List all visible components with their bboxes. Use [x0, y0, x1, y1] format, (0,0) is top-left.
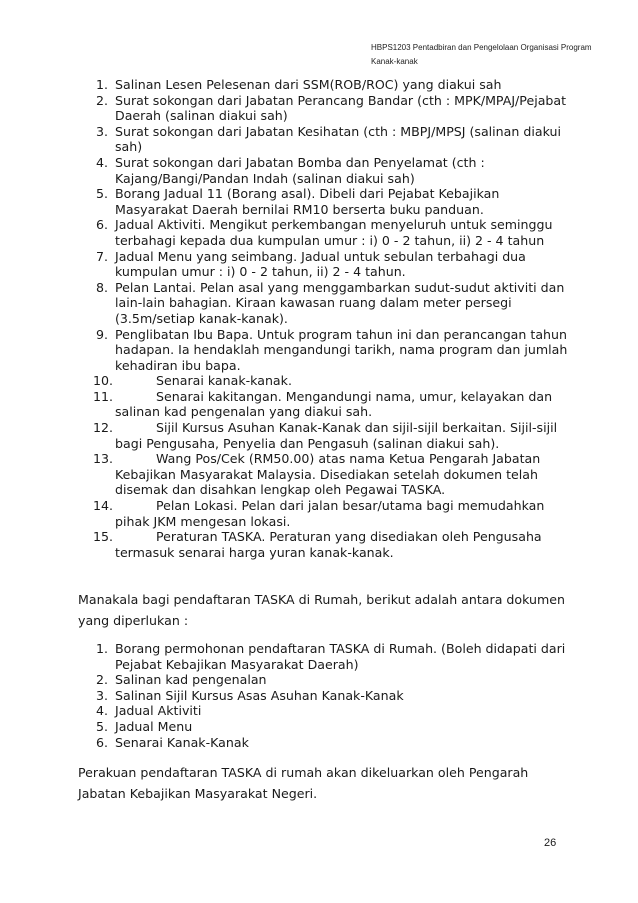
required-documents-list	[78, 77, 568, 560]
list-item	[78, 373, 568, 389]
list-item-text: Salinan Sijil Kursus Asas Asuhan Kanak-Kanak	[115, 687, 404, 703]
home-taska-intro-paragraph: Manakala bagi pendaftaran TASKA di Rumah, berikut adalah antara dokumen yang diperlukan :	[78, 592, 566, 628]
list-item-text: Borang permohonan pendaftaran TASKA di Rumah. (Boleh didapati dari Pejabat Kebajikan Masyarakat Daerah)	[115, 641, 566, 672]
list-item-number: 11.	[93, 388, 114, 404]
header-line-2: Kanak-kanak	[371, 57, 418, 66]
list-item-number: 3.	[96, 687, 109, 703]
list-item-number: 7.	[96, 248, 109, 264]
list-item-number: 4.	[96, 703, 109, 719]
list-item	[78, 641, 568, 672]
list-item-number: 9.	[96, 326, 109, 342]
list-item	[78, 451, 568, 498]
list-item	[78, 186, 568, 217]
list-item-number: 5.	[96, 718, 109, 734]
list-item	[78, 93, 568, 124]
list-item-text: Pelan Lantai. Pelan asal yang menggambarkan sudut-sudut aktiviti dan lain-lain bahagian. Kiraan kawasan ruang dalam meter persegi (3.5m/setiap kanak-kanak).	[115, 279, 565, 326]
list-item	[78, 688, 568, 704]
list-item	[78, 280, 568, 327]
list-item-text: Salinan Lesen Pelesenan dari SSM(ROB/ROC) yang diakui sah	[115, 77, 502, 92]
list-item-text: Borang Jadual 11 (Borang asal). Dibeli dari Pejabat Kebajikan Masyarakat Daerah bernilai RM10 berserta buku panduan.	[115, 186, 500, 217]
closing-paragraph: Perakuan pendaftaran TASKA di rumah akan dikeluarkan oleh Pengarah Jabatan Kebajikan Masyarakat Negeri.	[78, 765, 529, 801]
list-item-text: Penglibatan Ibu Bapa. Untuk program tahun ini dan perancangan tahun hadapan. Ia hendaklah mengandungi tarikh, nama program dan jumlah kehadiran ibu bapa.	[115, 326, 568, 373]
list-item-text: Jadual Aktiviti. Mengikut perkembangan menyeluruh untuk seminggu terbahagi kepada dua kumpulan umur : i) 0 - 2 tahun, ii) 2 - 4 tahun	[115, 217, 553, 248]
list-item-text: Peraturan TASKA. Peraturan yang disediakan oleh Pengusaha termasuk senarai harga yuran kanak-kanak.	[115, 529, 542, 560]
page-header	[371, 41, 601, 69]
list-item-number: 1.	[96, 77, 109, 92]
list-item-text: Jadual Menu	[115, 718, 193, 734]
list-item	[78, 249, 568, 280]
list-item-text: Wang Pos/Cek (RM50.00) atas nama Ketua Pengarah Jabatan Kebajikan Masyarakat Malaysia. Disediakan setelah dokumen telah disemak dan disahkan lengkap oleh Pegawai TASKA.	[115, 451, 541, 498]
list-item	[78, 703, 568, 719]
list-item-number: 6.	[96, 217, 109, 233]
list-item	[78, 719, 568, 735]
list-item-number: 3.	[96, 123, 109, 139]
list-item	[78, 124, 568, 155]
list-item-text: Surat sokongan dari Jabatan Kesihatan (cth : MBPJ/MPSJ (salinan diakui sah)	[115, 123, 561, 155]
page-number: 26	[544, 837, 557, 849]
list-item	[78, 327, 568, 374]
list-item-number: 1.	[96, 641, 109, 656]
home-taska-documents-list	[78, 641, 568, 750]
list-item-text: Surat sokongan dari Jabatan Perancang Bandar (cth : MPK/MPAJ/Pejabat Daerah (salinan diakui sah)	[115, 92, 567, 124]
list-item-text: Senarai kanak-kanak.	[156, 373, 292, 389]
list-item	[78, 77, 568, 93]
list-item	[78, 217, 568, 248]
list-item-text: Senarai Kanak-Kanak	[115, 734, 249, 750]
list-item-number: 8.	[96, 279, 109, 295]
header-line-1: HBPS1203 Pentadbiran dan Pengelolaan Organisasi Program	[371, 43, 592, 52]
list-item-number: 5.	[96, 186, 109, 202]
list-item-text: Surat sokongan dari Jabatan Bomba dan Penyelamat (cth : Kajang/Bangi/Pandan Indah (salinan diakui sah)	[115, 154, 485, 186]
list-item	[78, 735, 568, 751]
list-item-text: Senarai kakitangan. Mengandungi nama, umur, kelayakan dan salinan kad pengenalan yang diakui sah.	[115, 388, 553, 420]
list-item-number: 6.	[96, 734, 109, 750]
list-item-text: Pelan Lokasi. Pelan dari jalan besar/utama bagi memudahkan pihak JKM mengesan lokasi.	[115, 498, 545, 529]
list-item	[78, 672, 568, 688]
list-item	[78, 529, 568, 560]
list-item-number: 2.	[96, 672, 109, 688]
list-item-number: 2.	[96, 92, 109, 108]
list-item-number: 13.	[93, 451, 114, 467]
list-item-number: 14.	[93, 498, 114, 514]
list-item	[78, 389, 568, 420]
list-item-number: 12.	[93, 420, 114, 436]
list-item-text: Jadual Menu yang seimbang. Jadual untuk sebulan terbahagi dua kumpulan umur : i) 0 - 2 tahun, ii) 2 - 4 tahun.	[115, 248, 526, 280]
list-item	[78, 155, 568, 186]
list-item-number: 15.	[93, 529, 114, 545]
list-item-number: 10.	[93, 373, 114, 389]
list-item-text: Sijil Kursus Asuhan Kanak-Kanak dan sijil-sijil berkaitan. Sijil-sijil bagi Pengusaha, Penyelia dan Pengasuh (salinan diakui sah).	[115, 420, 558, 451]
list-item-text: Jadual Aktiviti	[115, 703, 202, 719]
list-item	[78, 498, 568, 529]
list-item-text: Salinan kad pengenalan	[115, 672, 267, 688]
list-item-number: 4.	[96, 154, 109, 170]
list-item	[78, 420, 568, 451]
